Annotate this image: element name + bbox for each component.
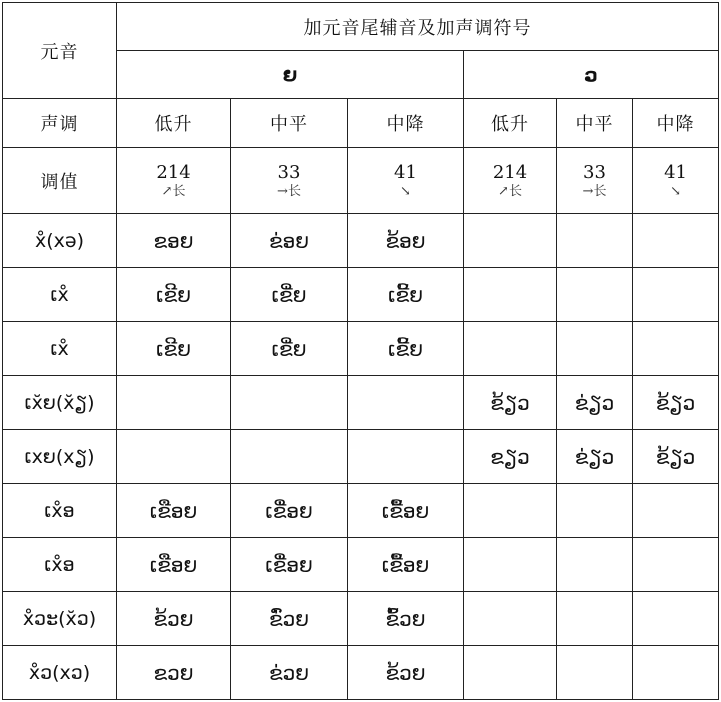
syllable-cell: ຂ້ຽວ [633, 430, 719, 484]
syllable-cell [348, 430, 464, 484]
syllable-cell: ຂວຍ [117, 646, 231, 700]
syllable-cell [117, 430, 231, 484]
syllable-cell [557, 538, 633, 592]
tone-contour-icon: ↗长 [498, 183, 522, 199]
syllable-cell: ເຂີ່ຍ [231, 268, 348, 322]
tone-value-cell [348, 148, 464, 214]
syllable-cell: ຂ່ອຍ [231, 214, 348, 268]
vowel-header: 元音 [3, 3, 117, 99]
syllable-cell [557, 214, 633, 268]
tone-name: 中平 [231, 99, 348, 148]
syllable-cell: ຂ່ວຍ [231, 646, 348, 700]
tone-name: 中降 [633, 99, 719, 148]
table-row [3, 592, 719, 646]
table-row [3, 430, 719, 484]
syllable-cell: ເຂີຍ [117, 322, 231, 376]
syllable-cell: ຂ່ຽວ [557, 376, 633, 430]
syllable-cell [464, 268, 557, 322]
syllable-cell [557, 592, 633, 646]
tone-value-number: 33 [277, 161, 301, 183]
syllable-cell [231, 376, 348, 430]
syllable-cell: ເຂີ້ຍ [348, 268, 464, 322]
tone-value-number: 214 [156, 161, 191, 183]
vowel-cell: ເx̊ອ [3, 538, 117, 592]
syllable-cell [633, 538, 719, 592]
syllable-cell [464, 322, 557, 376]
tone-value-cell [557, 148, 633, 214]
syllable-cell [231, 430, 348, 484]
syllable-cell: ຂຽວ [464, 430, 557, 484]
syllable-cell: ເຂືອຍ [117, 484, 231, 538]
tone-value-cell [117, 148, 231, 214]
vowel-cell: x̊ວ(xວ) [3, 646, 117, 700]
table-row [3, 538, 719, 592]
tone-table [2, 2, 719, 700]
syllable-cell [464, 592, 557, 646]
tone-contour-icon: →长 [582, 183, 607, 199]
tone-name: 中平 [557, 99, 633, 148]
tone-contour-icon: ↗长 [161, 183, 186, 199]
table-row [3, 646, 719, 700]
syllable-cell [464, 538, 557, 592]
syllable-cell: ຂ້ອຍ [348, 214, 464, 268]
syllable-cell: ຂ້ວຍ [117, 592, 231, 646]
tone-header: 声调 [3, 99, 117, 148]
syllable-cell [464, 646, 557, 700]
tone-value-number: 41 [394, 161, 417, 183]
syllable-cell: ຂ້ວຍ [348, 646, 464, 700]
syllable-cell [633, 322, 719, 376]
tone-contour-icon: ↘ [400, 183, 411, 199]
tone-value-number: 33 [583, 161, 606, 183]
syllable-cell: ຂ້ຽວ [633, 376, 719, 430]
vowel-cell: ເx̆ຍ(x̆ຽ) [3, 376, 117, 430]
tone-name: 中降 [348, 99, 464, 148]
tone-contour-icon: ↘ [670, 183, 681, 199]
vowel-cell: ເxຍ(xຽ) [3, 430, 117, 484]
syllable-cell [464, 214, 557, 268]
syllable-cell [117, 376, 231, 430]
table-row [3, 376, 719, 430]
tone-name: 低升 [464, 99, 557, 148]
syllable-cell [633, 268, 719, 322]
tone-value-number: 214 [492, 161, 528, 183]
tone-value-cell [231, 148, 348, 214]
syllable-cell [633, 646, 719, 700]
tone-value-header: 调值 [3, 148, 117, 214]
syllable-cell: ເຂີ້ຍ [348, 322, 464, 376]
table-row [3, 484, 719, 538]
syllable-cell: ເຂີຍ [117, 268, 231, 322]
vowel-cell: ເx̊ [3, 322, 117, 376]
syllable-cell [633, 592, 719, 646]
table-title: 加元音尾辅音及加声调符号 [117, 3, 719, 51]
syllable-cell: ເຂື້ອຍ [348, 484, 464, 538]
syllable-cell [557, 322, 633, 376]
syllable-cell: ຂ່ຽວ [557, 430, 633, 484]
tone-value-cell [633, 148, 719, 214]
syllable-cell: ເຂື່ອຍ [231, 484, 348, 538]
syllable-cell [557, 268, 633, 322]
syllable-cell: ເຂີ່ຍ [231, 322, 348, 376]
syllable-cell: ຂ້ຽວ [464, 376, 557, 430]
tone-value-number: 41 [664, 161, 687, 183]
vowel-cell: ເx̊ອ [3, 484, 117, 538]
syllable-cell: ຂົ່ວຍ [231, 592, 348, 646]
tone-name: 低升 [117, 99, 231, 148]
syllable-cell: ເຂື້ອຍ [348, 538, 464, 592]
syllable-cell: ເຂື່ອຍ [231, 538, 348, 592]
table-row [3, 214, 719, 268]
tone-contour-icon: →长 [277, 183, 301, 199]
table-body [3, 214, 719, 700]
syllable-cell: ຂອຍ [117, 214, 231, 268]
syllable-cell [464, 484, 557, 538]
syllable-cell [557, 646, 633, 700]
table-row [3, 268, 719, 322]
vowel-cell: x̊(xə) [3, 214, 117, 268]
syllable-cell: ເຂືອຍ [117, 538, 231, 592]
group-header-o: ວ [464, 51, 719, 99]
vowel-cell: ເx̊ [3, 268, 117, 322]
syllable-cell: ຂົ້ວຍ [348, 592, 464, 646]
tone-value-cell [464, 148, 557, 214]
syllable-cell [633, 214, 719, 268]
group-header-y: ຍ [117, 51, 464, 99]
syllable-cell [633, 484, 719, 538]
syllable-cell [348, 376, 464, 430]
syllable-cell [557, 484, 633, 538]
vowel-cell: x̊ວະ(x̆ວ) [3, 592, 117, 646]
table-row [3, 322, 719, 376]
